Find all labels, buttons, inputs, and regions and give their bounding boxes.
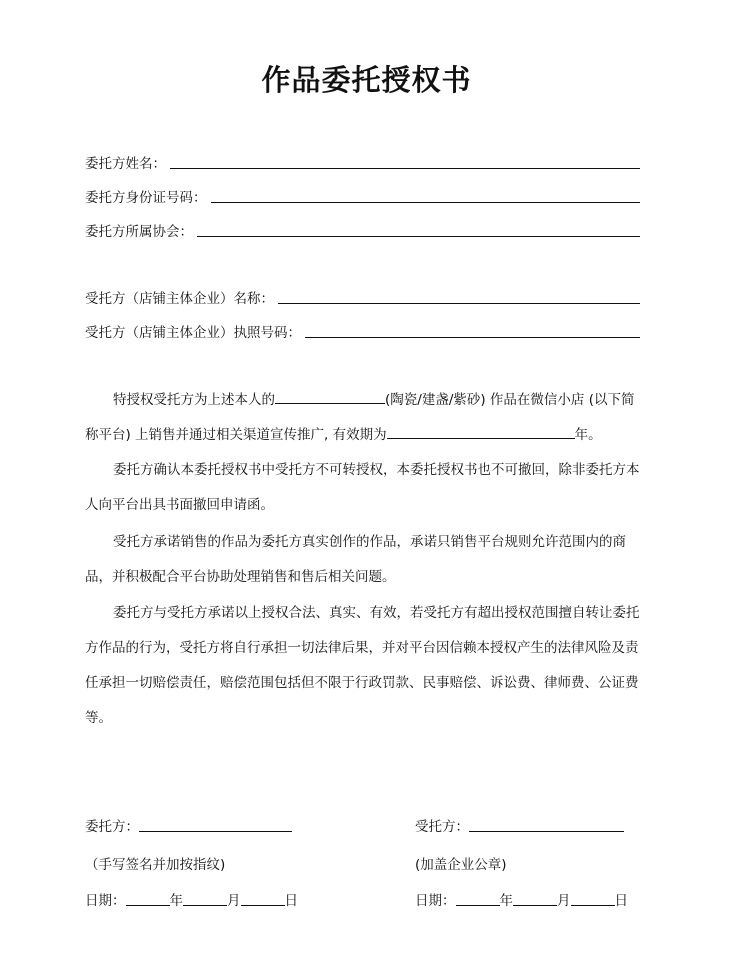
no-sublicense-paragraph <box>85 453 641 523</box>
agent-license-label: 受托方（店铺主体企业）执照号码： <box>85 325 301 341</box>
principal-date[interactable] <box>85 889 298 909</box>
agent-signature[interactable] <box>415 815 624 835</box>
agent-year-blank[interactable] <box>456 891 500 906</box>
agent-date-label: 日期： <box>415 893 456 909</box>
document-title: 作品委托授权书 <box>261 63 472 97</box>
principal-signature-label: 委托方： <box>85 819 139 835</box>
principal-year-label: 年 <box>169 893 183 909</box>
sales-commitment-paragraph <box>85 525 641 595</box>
principal-name-line[interactable] <box>170 154 640 169</box>
principal-signature[interactable] <box>85 815 292 835</box>
agent-name-label: 受托方（店铺主体企业）名称： <box>85 291 274 307</box>
paragraph2-text: 委托方确认本委托授权书中受托方不可转授权，本委托授权书也不可撤回，除非委托方本人向平台出具书面撤回申请函。 <box>85 462 640 513</box>
principal-association-label: 委托方所属协会： <box>85 224 193 240</box>
agent-signature-label: 受托方： <box>415 819 469 835</box>
paragraph1-part4: 年。 <box>574 427 602 443</box>
principal-month-blank[interactable] <box>183 891 227 906</box>
principal-date-label: 日期： <box>85 893 126 909</box>
paragraph1-part3: 下简称平台) 上销售并通过相关渠道宣传推广, 有效期为 <box>85 392 635 443</box>
principal-association-line[interactable] <box>197 222 640 237</box>
principal-signature-line[interactable] <box>139 817 292 832</box>
principal-id-field[interactable] <box>85 184 640 206</box>
agent-signature-line[interactable] <box>469 817 624 832</box>
principal-day-label: 日 <box>284 893 298 909</box>
agent-name-line[interactable] <box>278 289 640 304</box>
paragraph4-text: 委托方与受托方承诺以上授权合法、真实、有效，若受托方有超出授权范围擅自转让委托方作品的行为，受托方将自行承担一切法律后果，并对平台因信赖本授权产生的法律风险及责任承担一切赔偿责任，赔偿范围包括但不限于行政罚款、民事赔偿、诉讼费、律师费、公证费等。 <box>85 605 640 726</box>
agent-name-field[interactable] <box>85 285 640 307</box>
agent-day-label: 日 <box>614 893 628 909</box>
principal-name-field[interactable] <box>85 150 640 172</box>
agent-license-field[interactable] <box>85 319 640 341</box>
agent-day-blank[interactable] <box>571 891 615 906</box>
validity-period-blank[interactable] <box>387 426 575 439</box>
principal-month-label: 月 <box>227 893 241 909</box>
principal-association-field[interactable] <box>85 218 640 240</box>
paragraph1-part1: 特授权受托方为上述本人的 <box>113 392 275 408</box>
principal-id-line[interactable] <box>211 188 641 203</box>
agent-license-line[interactable] <box>305 323 640 338</box>
paragraph1-part2: (陶瓷/建盏/紫砂) 作品在微信小店 (以 <box>385 392 608 408</box>
paragraph3-text: 受托方承诺销售的作品为委托方真实创作的作品，承诺只销售平台规则允许范围内的商品，并积极配合平台协助处理销售和售后相关问题。 <box>85 534 626 585</box>
agent-date[interactable] <box>415 889 628 909</box>
authorization-paragraph <box>85 383 641 453</box>
agent-month-blank[interactable] <box>513 891 557 906</box>
agent-year-label: 年 <box>499 893 513 909</box>
agent-seal-note: (加盖企业公章) <box>415 857 507 873</box>
principal-year-blank[interactable] <box>126 891 170 906</box>
product-category-blank[interactable] <box>275 391 385 404</box>
principal-id-label: 委托方身份证号码： <box>85 190 207 206</box>
liability-paragraph <box>85 596 641 736</box>
principal-name-label: 委托方姓名： <box>85 156 166 172</box>
principal-signature-note: （手写签名并加按指纹) <box>85 857 226 873</box>
agent-month-label: 月 <box>557 893 571 909</box>
principal-day-blank[interactable] <box>241 891 285 906</box>
